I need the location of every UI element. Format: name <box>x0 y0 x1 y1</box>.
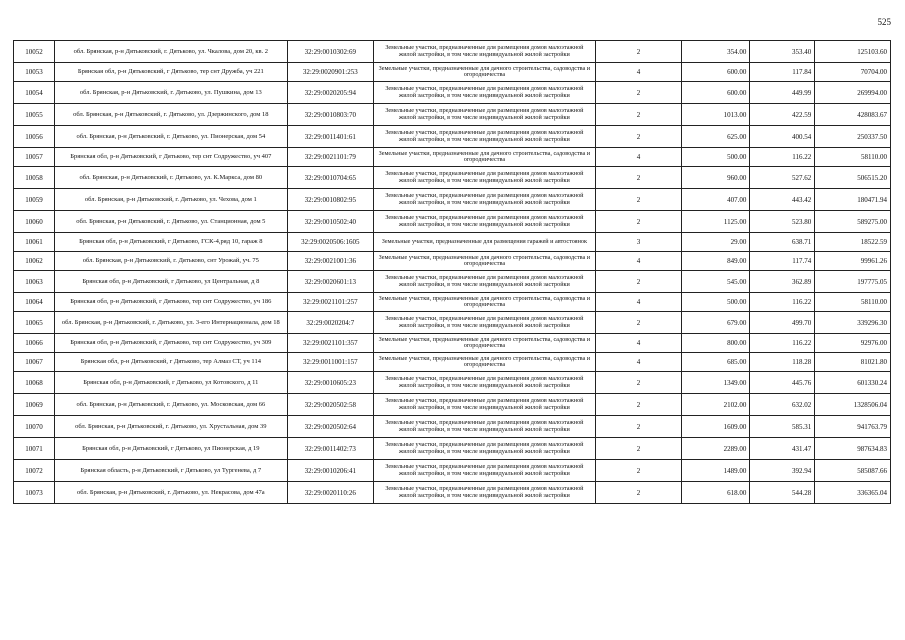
cadastral-number-cell: 32:29:0010502:40 <box>287 211 374 233</box>
specific-value-cell: 117.74 <box>750 252 815 271</box>
area-cell: 1349.00 <box>682 372 750 394</box>
cadastral-value-cell: 99961.26 <box>815 252 891 271</box>
row-number: 10064 <box>14 293 55 312</box>
land-use-cell: Земельные участки, предназначенные для дачного строительства, садоводства и огородничества <box>374 252 596 271</box>
cadastral-value-cell: 589275.00 <box>815 211 891 233</box>
category-cell: 2 <box>595 460 682 482</box>
land-use-cell: Земельные участки, предназначенные для дачного строительства, садоводства и огородничества <box>374 63 596 82</box>
category-cell: 2 <box>595 189 682 211</box>
cadastral-number-cell: 32:29:0020502:64 <box>287 416 374 438</box>
specific-value-cell: 638.71 <box>750 233 815 252</box>
area-cell: 685.00 <box>682 353 750 372</box>
address-cell: Брянская обл, р-н Дятьковский, г Дятьково, ул Центральная, д 8 <box>55 271 287 293</box>
specific-value-cell: 632.02 <box>750 394 815 416</box>
specific-value-cell: 445.76 <box>750 372 815 394</box>
area-cell: 800.00 <box>682 334 750 353</box>
page-number: 525 <box>877 17 891 27</box>
address-cell: Брянская обл, р-н Дятьковский, г Дятьково, ул Котовского, д 11 <box>55 372 287 394</box>
specific-value-cell: 116.22 <box>750 293 815 312</box>
category-cell: 4 <box>595 293 682 312</box>
cadastral-value-cell: 336365.04 <box>815 482 891 504</box>
cadastral-value-cell: 125103.60 <box>815 41 891 63</box>
row-number: 10070 <box>14 416 55 438</box>
row-number: 10053 <box>14 63 55 82</box>
land-use-cell: Земельные участки, предназначенные для размещения домов малоэтажной жилой застройки, в том числе индивидуальной жилой застройки <box>374 394 596 416</box>
table-row <box>14 482 891 504</box>
specific-value-cell: 392.94 <box>750 460 815 482</box>
specific-value-cell: 117.84 <box>750 63 815 82</box>
category-cell: 4 <box>595 334 682 353</box>
cadastral-number-cell: 32:29:0020502:58 <box>287 394 374 416</box>
land-use-cell: Земельные участки, предназначенные для размещения домов малоэтажной жилой застройки, в том числе индивидуальной жилой застройки <box>374 211 596 233</box>
category-cell: 4 <box>595 63 682 82</box>
land-use-cell: Земельные участки, предназначенные для дачного строительства, садоводства и огородничества <box>374 334 596 353</box>
specific-value-cell: 400.54 <box>750 126 815 148</box>
land-registry-table <box>13 40 891 504</box>
row-number: 10062 <box>14 252 55 271</box>
row-number: 10055 <box>14 104 55 126</box>
cadastral-number-cell: 32:29:0011001:157 <box>287 353 374 372</box>
category-cell: 2 <box>595 167 682 189</box>
land-use-cell: Земельные участки, предназначенные для размещения домов малоэтажной жилой застройки, в том числе индивидуальной жилой застройки <box>374 82 596 104</box>
category-cell: 2 <box>595 416 682 438</box>
cadastral-number-cell: 32:29:0020205:94 <box>287 82 374 104</box>
address-cell: Брянская обл, р-н Дятьковский, г Дятьково, ул Пионерская, д 19 <box>55 438 287 460</box>
category-cell: 2 <box>595 372 682 394</box>
row-number: 10058 <box>14 167 55 189</box>
table-row <box>14 63 891 82</box>
row-number: 10072 <box>14 460 55 482</box>
table-row <box>14 126 891 148</box>
area-cell: 354.00 <box>682 41 750 63</box>
row-number: 10071 <box>14 438 55 460</box>
row-number: 10054 <box>14 82 55 104</box>
row-number: 10060 <box>14 211 55 233</box>
cadastral-value-cell: 58110.00 <box>815 293 891 312</box>
cadastral-value-cell: 941763.79 <box>815 416 891 438</box>
address-cell: обл. Брянская, р-н Дятьковский, г. Дятьково, ул. Пионерская, дом 54 <box>55 126 287 148</box>
table-row <box>14 460 891 482</box>
specific-value-cell: 116.22 <box>750 334 815 353</box>
address-cell: Брянская обл, р-н Дятьковский, г Дятьково, тер снт Содружество, уч 186 <box>55 293 287 312</box>
land-use-cell: Земельные участки, предназначенные для размещения домов малоэтажной жилой застройки, в том числе индивидуальной жилой застройки <box>374 460 596 482</box>
land-use-cell: Земельные участки, предназначенные для размещения домов малоэтажной жилой застройки, в том числе индивидуальной жилой застройки <box>374 271 596 293</box>
specific-value-cell: 431.47 <box>750 438 815 460</box>
area-cell: 1609.00 <box>682 416 750 438</box>
area-cell: 500.00 <box>682 293 750 312</box>
area-cell: 500.00 <box>682 148 750 167</box>
specific-value-cell: 544.28 <box>750 482 815 504</box>
table-row <box>14 372 891 394</box>
land-use-cell: Земельные участки, предназначенные для дачного строительства, садоводства и огородничества <box>374 148 596 167</box>
area-cell: 2102.00 <box>682 394 750 416</box>
specific-value-cell: 527.62 <box>750 167 815 189</box>
specific-value-cell: 449.99 <box>750 82 815 104</box>
registry-body <box>14 41 891 504</box>
address-cell: Брянская обл, р-н Дятьковский, г Дятьково, ГСК-4,ряд 10, гараж 8 <box>55 233 287 252</box>
cadastral-number-cell: 32:29:0020204:7 <box>287 312 374 334</box>
cadastral-number-cell: 32:29:0010803:70 <box>287 104 374 126</box>
cadastral-number-cell: 32:29:0010802:95 <box>287 189 374 211</box>
area-cell: 618.00 <box>682 482 750 504</box>
category-cell: 4 <box>595 252 682 271</box>
cadastral-value-cell: 250337.50 <box>815 126 891 148</box>
table-row <box>14 211 891 233</box>
row-number: 10068 <box>14 372 55 394</box>
row-number: 10067 <box>14 353 55 372</box>
table-row <box>14 394 891 416</box>
cadastral-number-cell: 32:29:0011401:61 <box>287 126 374 148</box>
table-row <box>14 353 891 372</box>
land-use-cell: Земельные участки, предназначенные для дачного строительства, садоводства и огородничества <box>374 353 596 372</box>
address-cell: Брянская обл, р-н Дятьковский, г Дятьково, тер снт Дружба, уч 221 <box>55 63 287 82</box>
area-cell: 29.00 <box>682 233 750 252</box>
table-row <box>14 438 891 460</box>
specific-value-cell: 362.89 <box>750 271 815 293</box>
category-cell: 3 <box>595 233 682 252</box>
specific-value-cell: 443.42 <box>750 189 815 211</box>
specific-value-cell: 499.70 <box>750 312 815 334</box>
land-use-cell: Земельные участки, предназначенные для размещения домов малоэтажной жилой застройки, в том числе индивидуальной жилой застройки <box>374 438 596 460</box>
category-cell: 2 <box>595 41 682 63</box>
address-cell: обл. Брянская, р-н Дятьковский, г. Дятьково, ул. Чехова, дом 1 <box>55 189 287 211</box>
category-cell: 2 <box>595 211 682 233</box>
category-cell: 2 <box>595 126 682 148</box>
area-cell: 679.00 <box>682 312 750 334</box>
table-row <box>14 271 891 293</box>
category-cell: 2 <box>595 438 682 460</box>
area-cell: 2289.00 <box>682 438 750 460</box>
land-use-cell: Земельные участки, предназначенные для размещения гаражей и автостоянок <box>374 233 596 252</box>
land-use-cell: Земельные участки, предназначенные для размещения домов малоэтажной жилой застройки, в том числе индивидуальной жилой застройки <box>374 312 596 334</box>
row-number: 10063 <box>14 271 55 293</box>
cadastral-value-cell: 92976.00 <box>815 334 891 353</box>
specific-value-cell: 422.59 <box>750 104 815 126</box>
cadastral-value-cell: 1328506.04 <box>815 394 891 416</box>
category-cell: 2 <box>595 271 682 293</box>
cadastral-number-cell: 32:29:0020901:253 <box>287 63 374 82</box>
table-row <box>14 41 891 63</box>
cadastral-value-cell: 81021.80 <box>815 353 891 372</box>
cadastral-value-cell: 506515.20 <box>815 167 891 189</box>
address-cell: обл. Брянская, р-н Дятьковский, г. Дятьково, ул. Станционная, дом 5 <box>55 211 287 233</box>
address-cell: Брянская обл, р-н Дятьковский, г Дятьково, тер снт Содружество, уч 407 <box>55 148 287 167</box>
area-cell: 407.00 <box>682 189 750 211</box>
address-cell: обл. Брянская, р-н Дятьковский, г. Дятьково, ул. Хрустальная, дом 39 <box>55 416 287 438</box>
cadastral-number-cell: 32:29:0021001:36 <box>287 252 374 271</box>
row-number: 10052 <box>14 41 55 63</box>
address-cell: Брянская область, р-н Дятьковский, г Дятьково, ул Тургенева, д 7 <box>55 460 287 482</box>
table-row <box>14 312 891 334</box>
cadastral-value-cell: 987634.83 <box>815 438 891 460</box>
land-use-cell: Земельные участки, предназначенные для размещения домов малоэтажной жилой застройки, в том числе индивидуальной жилой застройки <box>374 482 596 504</box>
cadastral-value-cell: 585087.66 <box>815 460 891 482</box>
address-cell: обл. Брянская, р-н Дятьковский, г. Дятьково, ул. Некрасова, дом 47а <box>55 482 287 504</box>
address-cell: обл. Брянская, р-н Дятьковский, г. Дятьково, ул. К.Маркса, дом 80 <box>55 167 287 189</box>
area-cell: 1489.00 <box>682 460 750 482</box>
cadastral-value-cell: 601330.24 <box>815 372 891 394</box>
cadastral-number-cell: 32:29:0010605:23 <box>287 372 374 394</box>
table-row <box>14 416 891 438</box>
land-use-cell: Земельные участки, предназначенные для размещения домов малоэтажной жилой застройки, в том числе индивидуальной жилой застройки <box>374 126 596 148</box>
area-cell: 545.00 <box>682 271 750 293</box>
address-cell: обл. Брянская, р-н Дятьковский, г. Дятьково, ул. Дзержинского, дом 18 <box>55 104 287 126</box>
cadastral-number-cell: 32:29:0010704:65 <box>287 167 374 189</box>
cadastral-value-cell: 180471.94 <box>815 189 891 211</box>
category-cell: 2 <box>595 104 682 126</box>
cadastral-number-cell: 32:29:0021101:79 <box>287 148 374 167</box>
category-cell: 2 <box>595 482 682 504</box>
land-use-cell: Земельные участки, предназначенные для размещения домов малоэтажной жилой застройки, в том числе индивидуальной жилой застройки <box>374 189 596 211</box>
specific-value-cell: 523.80 <box>750 211 815 233</box>
address-cell: обл. Брянская, р-н Дятьковский, г. Дятьково, ул. Московская, дом 66 <box>55 394 287 416</box>
land-use-cell: Земельные участки, предназначенные для размещения домов малоэтажной жилой застройки, в том числе индивидуальной жилой застройки <box>374 104 596 126</box>
address-cell: Брянская обл, р-н Дятьковский, г Дятьково, тер Алмаз СТ, уч 114 <box>55 353 287 372</box>
row-number: 10066 <box>14 334 55 353</box>
address-cell: обл. Брянская, р-н Дятьковский, г. Дятьково, ул. Чкалова, дом 20, кв. 2 <box>55 41 287 63</box>
address-cell: Брянская обл, р-н Дятьковский, г Дятьково, тер снт Содружество, уч 309 <box>55 334 287 353</box>
table-row <box>14 293 891 312</box>
area-cell: 849.00 <box>682 252 750 271</box>
cadastral-value-cell: 428083.67 <box>815 104 891 126</box>
address-cell: обл. Брянская, р-н Дятьковский, г. Дятьково, ул. Пушкина, дом 13 <box>55 82 287 104</box>
cadastral-value-cell: 58110.00 <box>815 148 891 167</box>
land-use-cell: Земельные участки, предназначенные для дачного строительства, садоводства и огородничества <box>374 293 596 312</box>
land-use-cell: Земельные участки, предназначенные для размещения домов малоэтажной жилой застройки, в том числе индивидуальной жилой застройки <box>374 167 596 189</box>
row-number: 10061 <box>14 233 55 252</box>
cadastral-number-cell: 32:29:0021101:357 <box>287 334 374 353</box>
row-number: 10057 <box>14 148 55 167</box>
row-number: 10059 <box>14 189 55 211</box>
area-cell: 600.00 <box>682 63 750 82</box>
table-row <box>14 233 891 252</box>
land-use-cell: Земельные участки, предназначенные для размещения домов малоэтажной жилой застройки, в том числе индивидуальной жилой застройки <box>374 372 596 394</box>
cadastral-value-cell: 197775.05 <box>815 271 891 293</box>
specific-value-cell: 116.22 <box>750 148 815 167</box>
cadastral-number-cell: 32:29:0020110:26 <box>287 482 374 504</box>
row-number: 10056 <box>14 126 55 148</box>
address-cell: обл. Брянская, р-н Дятьковский, г. Дятьково, ул. 3-его Интернационала, дом 18 <box>55 312 287 334</box>
land-use-cell: Земельные участки, предназначенные для размещения домов малоэтажной жилой застройки, в том числе индивидуальной жилой застройки <box>374 416 596 438</box>
table-row <box>14 189 891 211</box>
cadastral-value-cell: 18522.59 <box>815 233 891 252</box>
area-cell: 960.00 <box>682 167 750 189</box>
table-row <box>14 252 891 271</box>
table-row <box>14 334 891 353</box>
area-cell: 600.00 <box>682 82 750 104</box>
area-cell: 1125.00 <box>682 211 750 233</box>
cadastral-value-cell: 269994.00 <box>815 82 891 104</box>
category-cell: 4 <box>595 148 682 167</box>
table-row <box>14 82 891 104</box>
category-cell: 2 <box>595 82 682 104</box>
specific-value-cell: 118.28 <box>750 353 815 372</box>
row-number: 10069 <box>14 394 55 416</box>
category-cell: 2 <box>595 312 682 334</box>
cadastral-number-cell: 32:29:0021101:257 <box>287 293 374 312</box>
table-row <box>14 104 891 126</box>
row-number: 10065 <box>14 312 55 334</box>
table-row <box>14 148 891 167</box>
specific-value-cell: 585.31 <box>750 416 815 438</box>
row-number: 10073 <box>14 482 55 504</box>
area-cell: 1013.00 <box>682 104 750 126</box>
cadastral-number-cell: 32:29:0010206:41 <box>287 460 374 482</box>
table-row <box>14 167 891 189</box>
address-cell: обл. Брянская, р-н Дятьковский, г. Дятьково, снт Урожай, уч. 75 <box>55 252 287 271</box>
cadastral-number-cell: 32:29:0020601:13 <box>287 271 374 293</box>
category-cell: 2 <box>595 394 682 416</box>
cadastral-number-cell: 32:29:0010302:69 <box>287 41 374 63</box>
cadastral-number-cell: 32:29:0011402:73 <box>287 438 374 460</box>
cadastral-value-cell: 339296.30 <box>815 312 891 334</box>
cadastral-number-cell: 32:29:0020506:1605 <box>287 233 374 252</box>
specific-value-cell: 353.40 <box>750 41 815 63</box>
category-cell: 4 <box>595 353 682 372</box>
cadastral-value-cell: 70704.00 <box>815 63 891 82</box>
area-cell: 625.00 <box>682 126 750 148</box>
land-use-cell: Земельные участки, предназначенные для размещения домов малоэтажной жилой застройки, в том числе индивидуальной жилой застройки <box>374 41 596 63</box>
